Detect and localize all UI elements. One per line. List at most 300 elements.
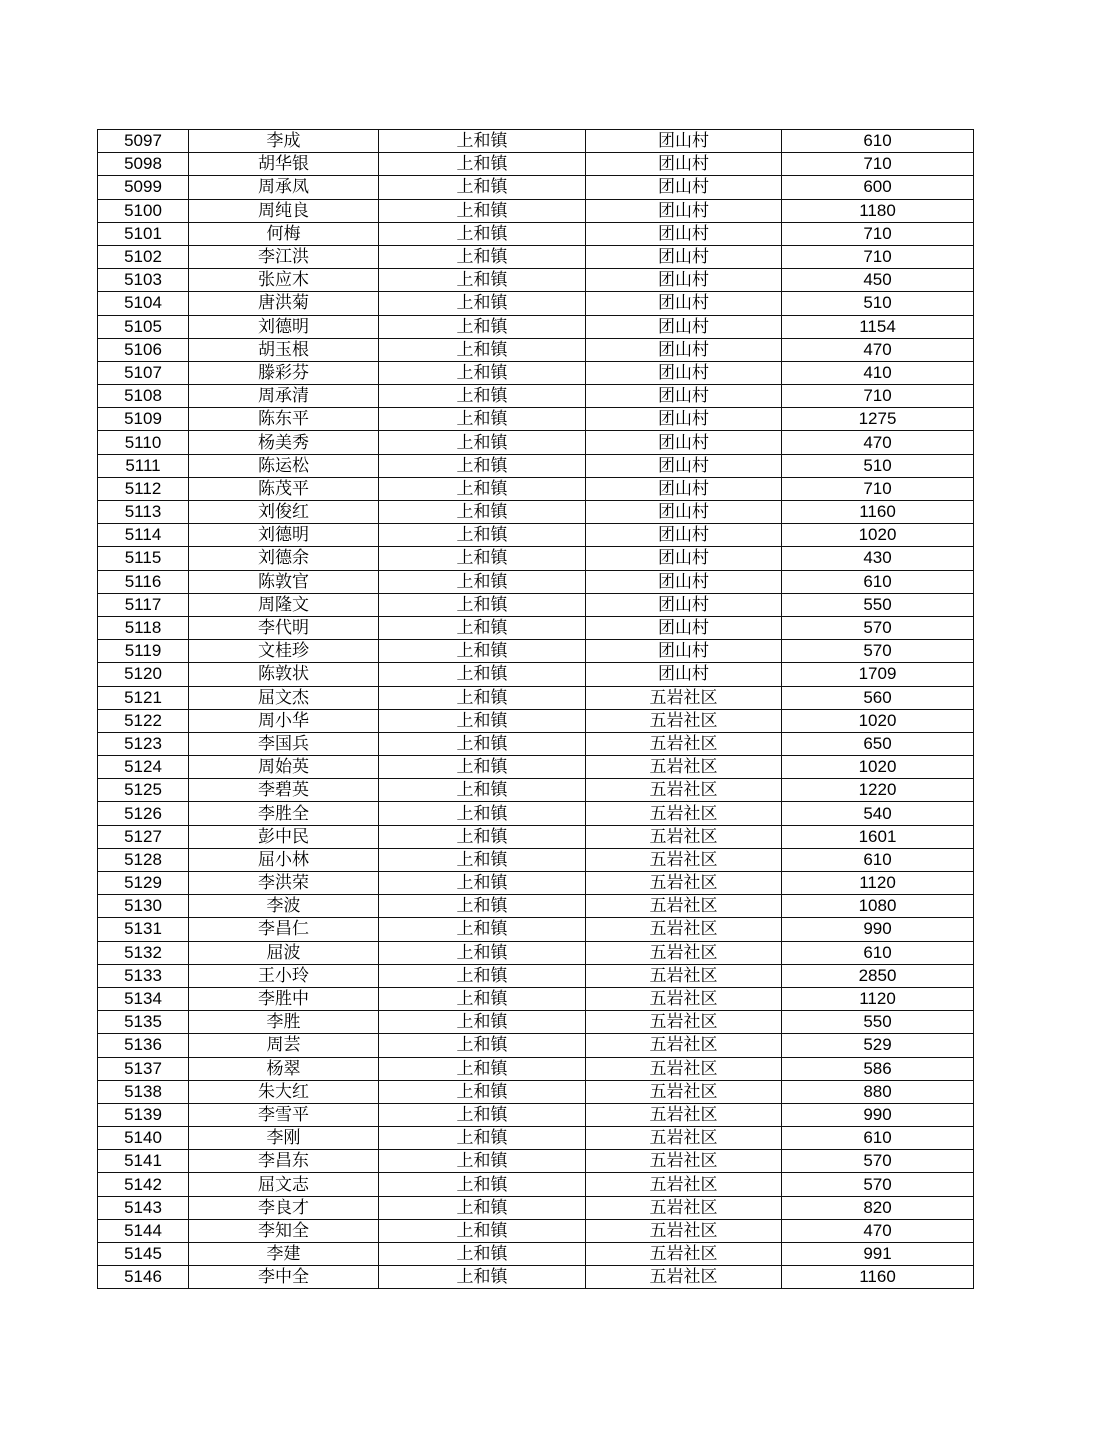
cell-name: 李刚 [189,1127,379,1150]
table-row [98,1057,974,1080]
cell-id: 5099 [98,176,189,199]
cell-name: 刘俊红 [189,501,379,524]
cell-town: 上和镇 [379,732,586,755]
table-row [98,779,974,802]
cell-id: 5143 [98,1196,189,1219]
table-row [98,895,974,918]
cell-amount: 410 [782,361,974,384]
table-row [98,987,974,1010]
cell-name: 李胜全 [189,802,379,825]
cell-town: 上和镇 [379,686,586,709]
cell-id: 5131 [98,918,189,941]
cell-id: 5100 [98,199,189,222]
cell-amount: 1120 [782,987,974,1010]
cell-village: 团山村 [586,501,782,524]
table-row [98,315,974,338]
cell-name: 张应木 [189,269,379,292]
cell-village: 五岩社区 [586,895,782,918]
cell-town: 上和镇 [379,1080,586,1103]
cell-amount: 610 [782,130,974,153]
cell-name: 彭中民 [189,825,379,848]
table-row [98,918,974,941]
table-row [98,454,974,477]
cell-town: 上和镇 [379,640,586,663]
cell-town: 上和镇 [379,802,586,825]
cell-town: 上和镇 [379,1243,586,1266]
table-row [98,431,974,454]
cell-town: 上和镇 [379,756,586,779]
cell-village: 五岩社区 [586,686,782,709]
cell-name: 胡华银 [189,153,379,176]
cell-town: 上和镇 [379,895,586,918]
cell-amount: 820 [782,1196,974,1219]
cell-town: 上和镇 [379,825,586,848]
cell-id: 5138 [98,1080,189,1103]
cell-amount: 1154 [782,315,974,338]
cell-amount: 570 [782,616,974,639]
cell-id: 5130 [98,895,189,918]
cell-village: 五岩社区 [586,848,782,871]
cell-id: 5140 [98,1127,189,1150]
cell-amount: 1160 [782,1266,974,1289]
cell-amount: 570 [782,1173,974,1196]
cell-amount: 600 [782,176,974,199]
cell-name: 周小华 [189,709,379,732]
table-row [98,501,974,524]
table-row [98,1011,974,1034]
cell-town: 上和镇 [379,524,586,547]
table-row [98,593,974,616]
cell-town: 上和镇 [379,547,586,570]
cell-village: 五岩社区 [586,941,782,964]
cell-village: 团山村 [586,176,782,199]
cell-town: 上和镇 [379,408,586,431]
cell-amount: 550 [782,1011,974,1034]
cell-village: 团山村 [586,570,782,593]
table-row [98,663,974,686]
cell-name: 屈文杰 [189,686,379,709]
table-row [98,1196,974,1219]
cell-id: 5102 [98,245,189,268]
cell-town: 上和镇 [379,779,586,802]
cell-village: 五岩社区 [586,825,782,848]
cell-id: 5133 [98,964,189,987]
cell-amount: 1020 [782,524,974,547]
cell-amount: 470 [782,338,974,361]
cell-name: 周芸 [189,1034,379,1057]
cell-town: 上和镇 [379,199,586,222]
cell-town: 上和镇 [379,338,586,361]
cell-name: 周纯良 [189,199,379,222]
table-row [98,199,974,222]
cell-village: 团山村 [586,222,782,245]
cell-village: 五岩社区 [586,1127,782,1150]
table-row [98,361,974,384]
cell-amount: 1180 [782,199,974,222]
cell-name: 周承凤 [189,176,379,199]
cell-name: 屈文志 [189,1173,379,1196]
cell-town: 上和镇 [379,269,586,292]
cell-id: 5141 [98,1150,189,1173]
cell-name: 李昌东 [189,1150,379,1173]
cell-amount: 570 [782,640,974,663]
cell-name: 李代明 [189,616,379,639]
cell-id: 5139 [98,1103,189,1126]
cell-amount: 2850 [782,964,974,987]
cell-amount: 586 [782,1057,974,1080]
table-row [98,408,974,431]
table-row [98,802,974,825]
table-row [98,292,974,315]
cell-id: 5109 [98,408,189,431]
table-row [98,848,974,871]
cell-village: 团山村 [586,616,782,639]
cell-village: 团山村 [586,477,782,500]
cell-village: 五岩社区 [586,1057,782,1080]
cell-id: 5114 [98,524,189,547]
cell-name: 刘德明 [189,524,379,547]
table-row [98,1127,974,1150]
table-row [98,1034,974,1057]
cell-town: 上和镇 [379,1034,586,1057]
cell-id: 5145 [98,1243,189,1266]
cell-name: 陈茂平 [189,477,379,500]
table-row [98,222,974,245]
cell-village: 五岩社区 [586,779,782,802]
cell-town: 上和镇 [379,477,586,500]
table-row [98,1150,974,1173]
table-row [98,477,974,500]
cell-town: 上和镇 [379,130,586,153]
cell-village: 团山村 [586,315,782,338]
cell-village: 团山村 [586,431,782,454]
cell-village: 团山村 [586,130,782,153]
table-row [98,941,974,964]
table-row [98,686,974,709]
cell-name: 唐洪菊 [189,292,379,315]
cell-amount: 560 [782,686,974,709]
table-row [98,385,974,408]
cell-id: 5113 [98,501,189,524]
cell-id: 5116 [98,570,189,593]
cell-id: 5104 [98,292,189,315]
cell-village: 团山村 [586,454,782,477]
cell-village: 五岩社区 [586,1034,782,1057]
cell-town: 上和镇 [379,663,586,686]
cell-id: 5117 [98,593,189,616]
cell-village: 团山村 [586,524,782,547]
cell-name: 朱大红 [189,1080,379,1103]
table-row [98,269,974,292]
cell-id: 5118 [98,616,189,639]
cell-name: 李昌仁 [189,918,379,941]
cell-amount: 1160 [782,501,974,524]
cell-id: 5136 [98,1034,189,1057]
cell-amount: 1709 [782,663,974,686]
cell-amount: 1020 [782,709,974,732]
cell-village: 团山村 [586,269,782,292]
cell-town: 上和镇 [379,941,586,964]
cell-village: 团山村 [586,593,782,616]
cell-id: 5122 [98,709,189,732]
cell-village: 团山村 [586,640,782,663]
cell-amount: 710 [782,245,974,268]
cell-amount: 880 [782,1080,974,1103]
cell-name: 李胜 [189,1011,379,1034]
table-row [98,338,974,361]
cell-village: 五岩社区 [586,872,782,895]
cell-id: 5111 [98,454,189,477]
cell-town: 上和镇 [379,593,586,616]
table-row [98,1173,974,1196]
cell-name: 李中全 [189,1266,379,1289]
cell-name: 李胜中 [189,987,379,1010]
cell-town: 上和镇 [379,315,586,338]
cell-amount: 1020 [782,756,974,779]
cell-village: 五岩社区 [586,918,782,941]
cell-id: 5097 [98,130,189,153]
cell-id: 5127 [98,825,189,848]
cell-amount: 510 [782,454,974,477]
table-row [98,245,974,268]
cell-town: 上和镇 [379,1219,586,1242]
cell-village: 五岩社区 [586,1150,782,1173]
cell-amount: 1275 [782,408,974,431]
cell-village: 五岩社区 [586,802,782,825]
cell-village: 五岩社区 [586,732,782,755]
cell-village: 五岩社区 [586,1103,782,1126]
cell-name: 李江洪 [189,245,379,268]
cell-id: 5146 [98,1266,189,1289]
cell-name: 陈敦状 [189,663,379,686]
table-row [98,570,974,593]
cell-town: 上和镇 [379,1011,586,1034]
cell-amount: 610 [782,570,974,593]
cell-id: 5108 [98,385,189,408]
cell-village: 团山村 [586,361,782,384]
cell-id: 5135 [98,1011,189,1034]
cell-village: 团山村 [586,385,782,408]
cell-id: 5128 [98,848,189,871]
cell-village: 团山村 [586,547,782,570]
cell-id: 5129 [98,872,189,895]
cell-town: 上和镇 [379,176,586,199]
cell-name: 李建 [189,1243,379,1266]
cell-village: 五岩社区 [586,964,782,987]
cell-name: 屈小林 [189,848,379,871]
cell-name: 周始英 [189,756,379,779]
table-row [98,825,974,848]
table-row [98,756,974,779]
cell-name: 陈运松 [189,454,379,477]
table-row [98,153,974,176]
cell-amount: 430 [782,547,974,570]
table-row [98,709,974,732]
table-row [98,524,974,547]
cell-amount: 991 [782,1243,974,1266]
cell-id: 5125 [98,779,189,802]
table-row [98,872,974,895]
cell-town: 上和镇 [379,292,586,315]
cell-amount: 650 [782,732,974,755]
table-row [98,547,974,570]
cell-amount: 610 [782,848,974,871]
cell-amount: 710 [782,385,974,408]
cell-amount: 529 [782,1034,974,1057]
table-body [98,130,974,1289]
cell-town: 上和镇 [379,1173,586,1196]
cell-town: 上和镇 [379,222,586,245]
cell-name: 李成 [189,130,379,153]
table-row [98,1103,974,1126]
table-row [98,964,974,987]
cell-name: 刘德余 [189,547,379,570]
cell-village: 五岩社区 [586,1243,782,1266]
cell-name: 杨美秀 [189,431,379,454]
table-row [98,640,974,663]
cell-name: 文桂珍 [189,640,379,663]
cell-id: 5121 [98,686,189,709]
cell-id: 5126 [98,802,189,825]
cell-town: 上和镇 [379,501,586,524]
cell-village: 团山村 [586,199,782,222]
cell-village: 团山村 [586,408,782,431]
cell-town: 上和镇 [379,848,586,871]
cell-id: 5144 [98,1219,189,1242]
cell-village: 团山村 [586,338,782,361]
cell-name: 何梅 [189,222,379,245]
cell-town: 上和镇 [379,987,586,1010]
cell-town: 上和镇 [379,872,586,895]
cell-town: 上和镇 [379,1103,586,1126]
cell-amount: 1080 [782,895,974,918]
table-row [98,1080,974,1103]
cell-village: 五岩社区 [586,709,782,732]
cell-name: 李波 [189,895,379,918]
cell-id: 5120 [98,663,189,686]
cell-town: 上和镇 [379,570,586,593]
cell-id: 5119 [98,640,189,663]
cell-village: 团山村 [586,663,782,686]
cell-name: 胡玉根 [189,338,379,361]
cell-amount: 470 [782,431,974,454]
cell-amount: 1220 [782,779,974,802]
cell-id: 5098 [98,153,189,176]
cell-name: 王小玲 [189,964,379,987]
cell-amount: 610 [782,1127,974,1150]
table-row [98,1266,974,1289]
cell-village: 团山村 [586,245,782,268]
cell-amount: 990 [782,1103,974,1126]
cell-town: 上和镇 [379,454,586,477]
cell-amount: 450 [782,269,974,292]
cell-amount: 510 [782,292,974,315]
cell-name: 刘德明 [189,315,379,338]
cell-name: 李国兵 [189,732,379,755]
cell-town: 上和镇 [379,1127,586,1150]
cell-amount: 710 [782,153,974,176]
cell-id: 5110 [98,431,189,454]
cell-town: 上和镇 [379,245,586,268]
cell-name: 滕彩芬 [189,361,379,384]
cell-id: 5103 [98,269,189,292]
cell-town: 上和镇 [379,1150,586,1173]
cell-name: 周承清 [189,385,379,408]
cell-village: 五岩社区 [586,1219,782,1242]
cell-village: 五岩社区 [586,1266,782,1289]
table-row [98,616,974,639]
cell-name: 李洪荣 [189,872,379,895]
cell-amount: 990 [782,918,974,941]
cell-id: 5137 [98,1057,189,1080]
cell-amount: 610 [782,941,974,964]
cell-town: 上和镇 [379,1196,586,1219]
cell-amount: 550 [782,593,974,616]
cell-id: 5115 [98,547,189,570]
cell-id: 5106 [98,338,189,361]
cell-name: 杨翠 [189,1057,379,1080]
cell-name: 屈波 [189,941,379,964]
cell-id: 5107 [98,361,189,384]
cell-village: 五岩社区 [586,756,782,779]
cell-name: 李良才 [189,1196,379,1219]
table-row [98,1243,974,1266]
cell-town: 上和镇 [379,385,586,408]
cell-name: 李知全 [189,1219,379,1242]
cell-village: 五岩社区 [586,1196,782,1219]
cell-town: 上和镇 [379,616,586,639]
cell-town: 上和镇 [379,709,586,732]
cell-town: 上和镇 [379,918,586,941]
cell-town: 上和镇 [379,1266,586,1289]
table-row [98,176,974,199]
cell-amount: 1601 [782,825,974,848]
cell-id: 5142 [98,1173,189,1196]
cell-village: 五岩社区 [586,1173,782,1196]
cell-village: 团山村 [586,153,782,176]
cell-id: 5112 [98,477,189,500]
cell-village: 五岩社区 [586,1011,782,1034]
cell-name: 陈东平 [189,408,379,431]
cell-village: 五岩社区 [586,987,782,1010]
cell-amount: 570 [782,1150,974,1173]
cell-amount: 540 [782,802,974,825]
cell-village: 团山村 [586,292,782,315]
cell-amount: 710 [782,222,974,245]
cell-name: 周隆文 [189,593,379,616]
cell-id: 5101 [98,222,189,245]
cell-town: 上和镇 [379,431,586,454]
cell-id: 5105 [98,315,189,338]
cell-name: 李雪平 [189,1103,379,1126]
cell-name: 李碧英 [189,779,379,802]
cell-amount: 1120 [782,872,974,895]
cell-town: 上和镇 [379,361,586,384]
cell-town: 上和镇 [379,964,586,987]
data-table [97,129,974,1289]
cell-id: 5124 [98,756,189,779]
cell-town: 上和镇 [379,1057,586,1080]
cell-id: 5134 [98,987,189,1010]
cell-amount: 710 [782,477,974,500]
cell-id: 5123 [98,732,189,755]
cell-id: 5132 [98,941,189,964]
cell-town: 上和镇 [379,153,586,176]
table-row [98,130,974,153]
cell-village: 五岩社区 [586,1080,782,1103]
table-row [98,732,974,755]
cell-name: 陈敦官 [189,570,379,593]
